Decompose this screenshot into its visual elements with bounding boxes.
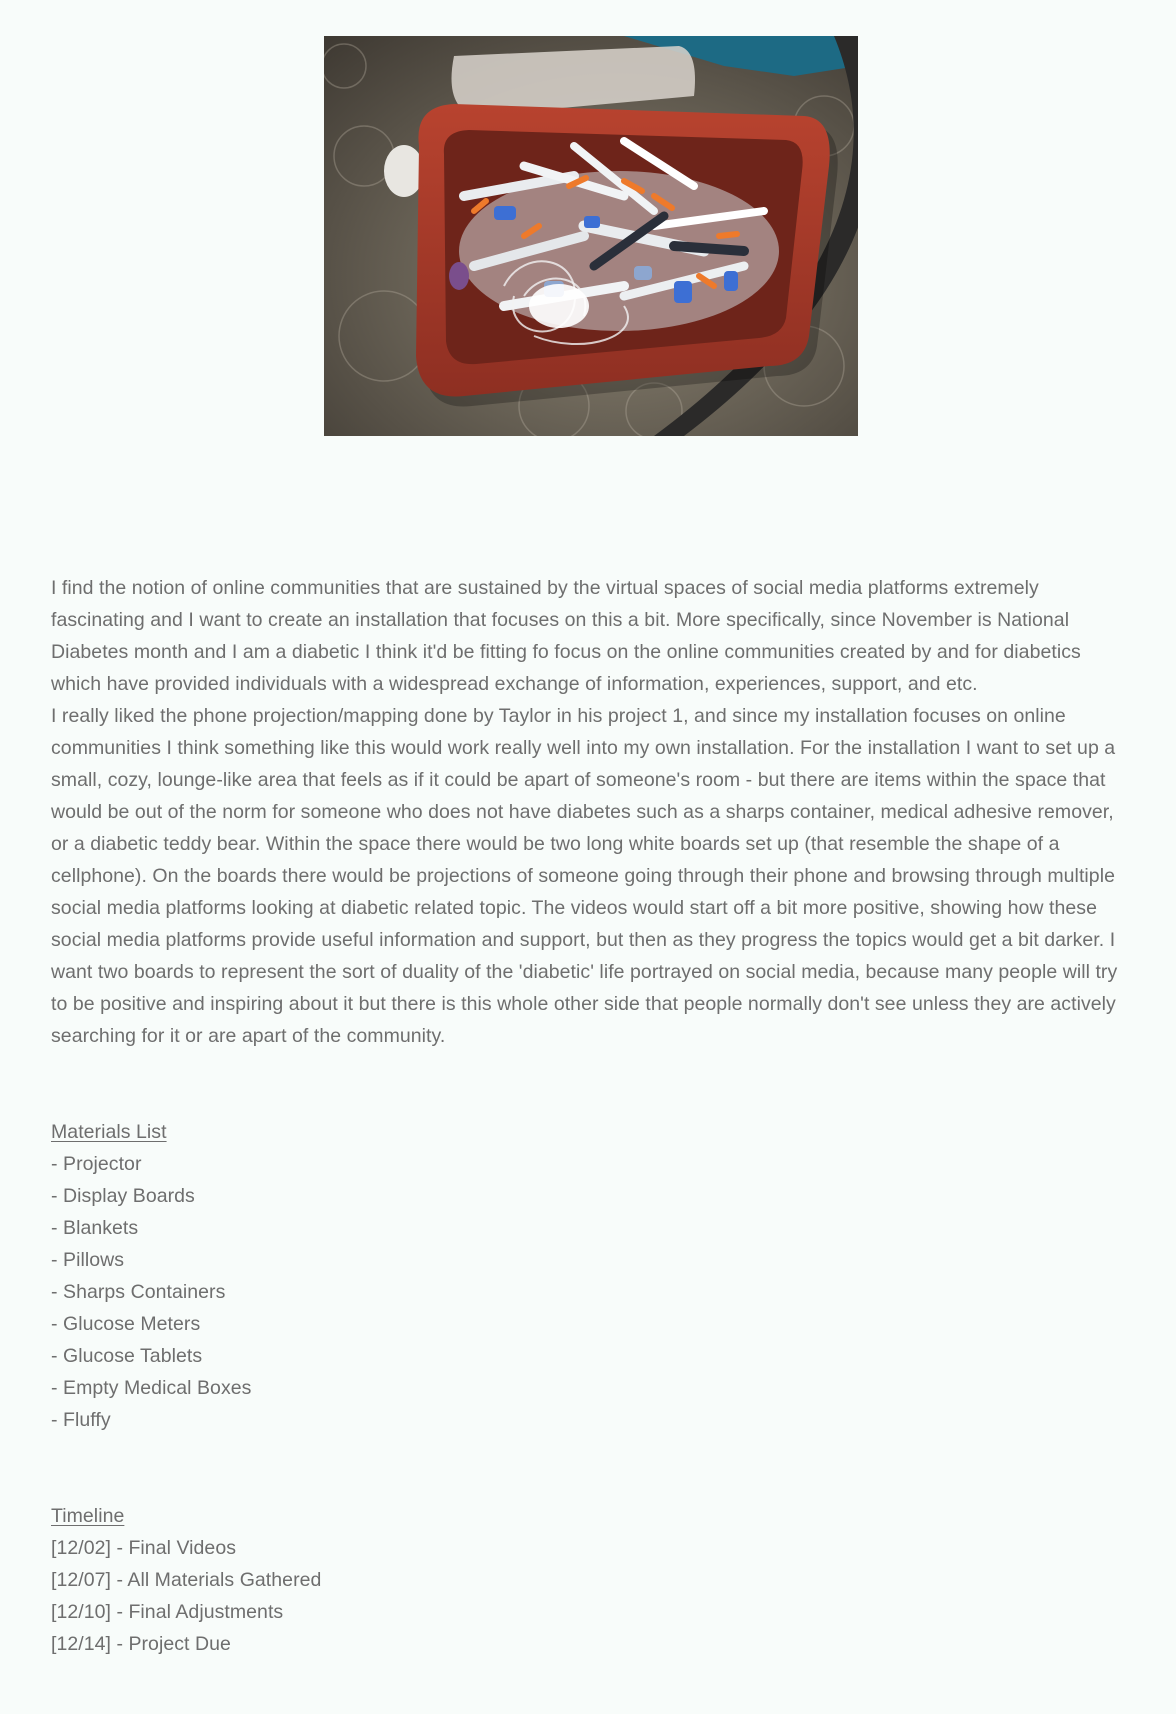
timeline-item: [12/02] - Final Videos	[51, 1537, 237, 1559]
timeline-heading: Timeline	[51, 1505, 125, 1527]
list-item: - Sharps Containers	[51, 1281, 226, 1303]
post-body	[51, 572, 1131, 1660]
timeline-item: [12/10] - Final Adjustments	[51, 1601, 284, 1623]
intro-paragraph: I find the notion of online communities that are sustained by the virtual spaces of social media platforms extremely fascinating and I want to create an installation that focuses on this a bit. More specifically, since November is National Diabetes month and I am a diabetic I think it'd be fitting fo focus on the online communities created by and for diabetics which have provided individuals with a widespread exchange of information, experiences, support, and etc.	[51, 577, 1081, 695]
photo-illustration	[324, 36, 858, 436]
timeline-section	[51, 1500, 1131, 1660]
list-item: - Glucose Tablets	[51, 1345, 203, 1367]
left-cup	[384, 145, 424, 197]
installation-paragraph: I really liked the phone projection/mapping done by Taylor in his project 1, and since my installation focuses on online communities I think something like this would work really well into my own installation. For the installation I want to set up a small, cozy, lounge-like area that feels as if it could be apart of someone's room - but there are items within the space that would be out of the norm for someone who does not have diabetes such as a sharps container, medical adhesive remover, or a diabetic teddy bear. Within the space there would be two long white boards set up (that resemble the shape of a cellphone). On the boards there would be projections of someone going through their phone and browsing through multiple social media platforms looking at diabetic related topic. The videos would start off a bit more positive, showing how these social media platforms provide useful information and support, but then as they progress the topics would get a bit darker. I want two boards to represent the sort of duality of the 'diabetic' life portrayed on social media, because many people will try to be positive and inspiring about it but there is this whole other side that people normally don't see unless they are actively searching for it or are apart of the community.	[51, 705, 1118, 1047]
list-item: - Display Boards	[51, 1185, 195, 1207]
list-item: - Fluffy	[51, 1409, 111, 1431]
timeline-item: [12/14] - Project Due	[51, 1633, 231, 1655]
timeline-item: [12/07] - All Materials Gathered	[51, 1569, 322, 1591]
list-item: - Glucose Meters	[51, 1313, 201, 1335]
materials-section	[51, 1116, 1131, 1436]
list-item: - Blankets	[51, 1217, 139, 1239]
materials-heading: Materials List	[51, 1121, 167, 1143]
list-item: - Projector	[51, 1153, 142, 1175]
sharps-tray-photo	[324, 36, 858, 436]
timeline-list	[51, 1532, 1131, 1660]
list-item: - Pillows	[51, 1249, 125, 1271]
materials-list	[51, 1148, 1131, 1436]
list-item: - Empty Medical Boxes	[51, 1377, 252, 1399]
